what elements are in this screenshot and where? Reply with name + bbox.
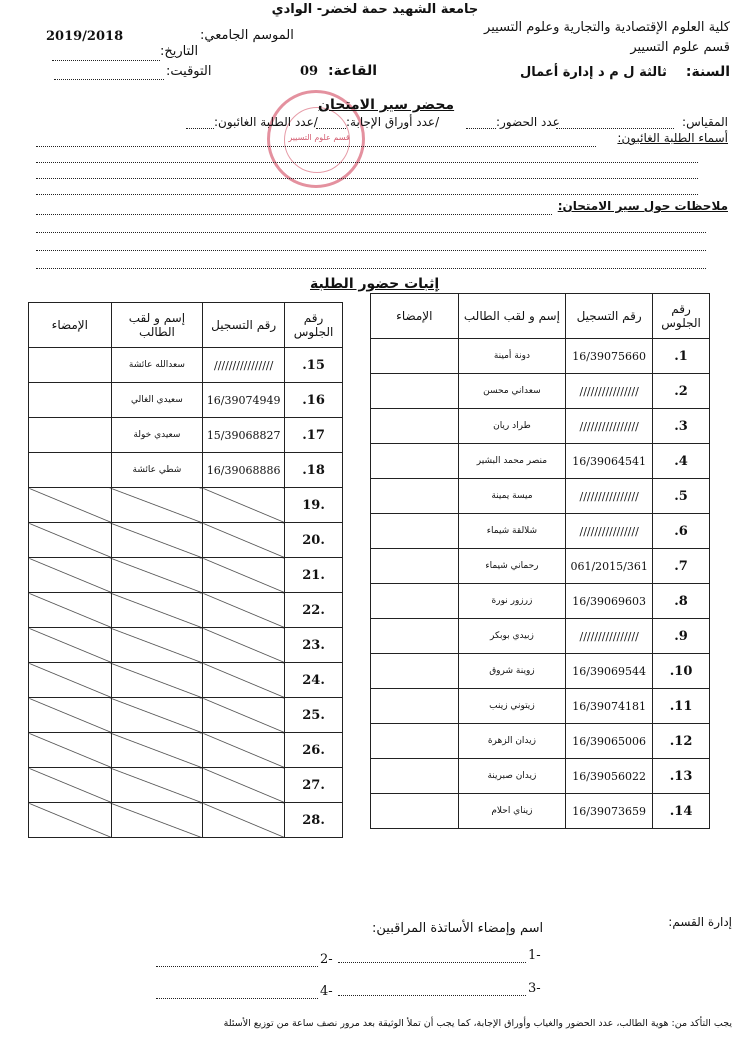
remarks-label: ملاحظات حول سير الامتحان:	[557, 199, 728, 213]
signature-cell[interactable]	[371, 549, 459, 584]
time-field[interactable]	[54, 79, 164, 80]
table-row	[29, 803, 343, 838]
seat-cell: .19	[285, 488, 343, 523]
attendance-label: عدد الحضور:	[496, 115, 560, 129]
signature-cell[interactable]	[371, 479, 459, 514]
signature-cell[interactable]	[29, 488, 112, 523]
registration-cell	[203, 803, 285, 838]
table-row	[29, 383, 343, 418]
seat-cell: 16.	[285, 383, 343, 418]
student-name-cell: منصر محمد البشير	[458, 444, 566, 479]
table-row	[29, 523, 343, 558]
remarks-line-2[interactable]	[36, 232, 706, 233]
signature-cell[interactable]	[371, 514, 459, 549]
seat-cell: .25	[285, 698, 343, 733]
seat-cell: 15.	[285, 348, 343, 383]
registration-header: رقم التسجيل	[566, 294, 653, 339]
student-name-cell	[111, 488, 203, 523]
proctor-4-field[interactable]	[156, 998, 318, 999]
signature-cell[interactable]	[29, 733, 112, 768]
seat-cell: 8.	[653, 584, 710, 619]
table-row	[29, 663, 343, 698]
table-row	[371, 514, 710, 549]
signature-cell[interactable]	[29, 768, 112, 803]
seat-cell: 9.	[653, 619, 710, 654]
time-label: التوقيت:	[166, 64, 212, 79]
seat-cell: 18.	[285, 453, 343, 488]
table-row	[371, 689, 710, 724]
student-name-cell	[111, 803, 203, 838]
seat-cell: 1.	[653, 339, 710, 374]
student-name-cell: زوينة شروق	[458, 654, 566, 689]
student-name-cell: سعداني محسن	[458, 374, 566, 409]
registration-cell: 15/39068827	[203, 418, 285, 453]
student-name-cell: زيتوني زينب	[458, 689, 566, 724]
seat-cell: .27	[285, 768, 343, 803]
attendance-table-left	[28, 302, 343, 838]
student-name-cell	[111, 523, 203, 558]
student-name-cell	[111, 593, 203, 628]
student-name-cell	[111, 628, 203, 663]
faculty-name: كلية العلوم الإقتصادية والتجارية وعلوم التسيير	[484, 20, 730, 35]
signature-cell[interactable]	[371, 584, 459, 619]
proctor-3-number: 3-	[528, 981, 541, 996]
registration-cell: 16/39056022	[566, 759, 653, 794]
table-row	[29, 628, 343, 663]
registration-cell: 16/39068886	[203, 453, 285, 488]
registration-cell: ////////////////	[566, 409, 653, 444]
signature-cell[interactable]	[371, 619, 459, 654]
registration-cell: ////////////////	[566, 514, 653, 549]
seat-cell: .24	[285, 663, 343, 698]
seat-header: رقم الجلوس	[653, 294, 710, 339]
signature-header: الإمضاء	[371, 294, 459, 339]
seat-cell: .21	[285, 558, 343, 593]
signature-cell[interactable]	[371, 759, 459, 794]
table-row	[29, 558, 343, 593]
student-name-cell: زبيدي بوبكر	[458, 619, 566, 654]
room-value: 09	[300, 64, 319, 79]
table-header-row	[371, 294, 710, 339]
registration-cell: 16/39074181	[566, 689, 653, 724]
subject-field[interactable]	[556, 128, 674, 129]
date-field[interactable]	[52, 60, 160, 61]
date-label: التاريخ:	[160, 44, 199, 59]
seat-cell: 4.	[653, 444, 710, 479]
university-name: جامعة الشهيد حمة لخضر- الوادي	[271, 2, 479, 17]
table-row	[371, 724, 710, 759]
seat-cell: 11.	[653, 689, 710, 724]
table-row	[371, 409, 710, 444]
proctors-label: اسم وإمضاء الأساتذة المراقبين:	[372, 921, 544, 936]
student-name-cell: دونة أمينة	[458, 339, 566, 374]
table-row	[371, 339, 710, 374]
registration-cell: 16/39065006	[566, 724, 653, 759]
registration-cell	[203, 768, 285, 803]
absent-count-field[interactable]	[186, 128, 214, 129]
proctor-4-number: 4-	[320, 984, 333, 999]
signature-cell[interactable]	[371, 794, 459, 829]
table-row	[371, 584, 710, 619]
student-name-cell	[111, 558, 203, 593]
table-row	[29, 418, 343, 453]
room-label: القاعة:	[328, 63, 378, 79]
registration-header: رقم التسجيل	[203, 303, 285, 348]
signature-cell[interactable]	[29, 383, 112, 418]
table-row	[29, 768, 343, 803]
absent-names-line-1[interactable]	[36, 146, 596, 147]
registration-cell: 16/39075660	[566, 339, 653, 374]
season-value: 2019/2018	[46, 29, 124, 44]
proctor-3-field[interactable]	[338, 995, 526, 996]
student-name-cell	[111, 663, 203, 698]
student-name-cell: زيناي احلام	[458, 794, 566, 829]
registration-cell: 16/39069544	[566, 654, 653, 689]
sheets-field[interactable]	[316, 128, 346, 129]
signature-cell[interactable]	[29, 698, 112, 733]
signature-cell[interactable]	[29, 593, 112, 628]
seat-cell: 5.	[653, 479, 710, 514]
seat-cell: .22	[285, 593, 343, 628]
seat-cell: 6.	[653, 514, 710, 549]
seat-cell: .26	[285, 733, 343, 768]
signature-cell[interactable]	[29, 803, 112, 838]
subject-label: المقياس:	[682, 115, 728, 129]
table-row	[29, 453, 343, 488]
table-row	[371, 619, 710, 654]
signature-cell[interactable]	[371, 444, 459, 479]
student-name-cell: سعيدي خولة	[111, 418, 203, 453]
signature-cell[interactable]	[371, 409, 459, 444]
table-row	[371, 794, 710, 829]
sheets-label: /عدد أوراق الإجابة:	[346, 115, 440, 129]
table-row	[371, 759, 710, 794]
registration-cell: 16/39064541	[566, 444, 653, 479]
seat-cell: 7.	[653, 549, 710, 584]
signature-header: الإمضاء	[29, 303, 112, 348]
registration-cell: 16/39074949	[203, 383, 285, 418]
signature-cell[interactable]	[29, 418, 112, 453]
table-row	[371, 479, 710, 514]
registration-cell	[203, 733, 285, 768]
attendance-field[interactable]	[466, 128, 496, 129]
student-name-cell	[111, 698, 203, 733]
seat-cell: 12.	[653, 724, 710, 759]
report-title: محضر سير الامتحان	[318, 97, 455, 113]
signature-cell[interactable]	[29, 348, 112, 383]
department-name: قسم علوم التسيير	[630, 40, 730, 55]
registration-cell: ////////////////	[566, 374, 653, 409]
signature-cell[interactable]	[29, 453, 112, 488]
student-name-cell: شلالقة شيماء	[458, 514, 566, 549]
signature-cell[interactable]	[371, 339, 459, 374]
student-name-cell: زيدان صبرينة	[458, 759, 566, 794]
proctor-1-field[interactable]	[338, 962, 526, 963]
registration-cell	[203, 558, 285, 593]
registration-cell	[203, 593, 285, 628]
season-label: الموسم الجامعي:	[200, 28, 294, 43]
dept-admin-label: إدارة القسم:	[668, 915, 732, 929]
name-header: إسم و لقب الطالب	[111, 303, 203, 348]
signature-cell[interactable]	[371, 374, 459, 409]
attendance-title: إثبات حضور الطلبة	[310, 276, 440, 292]
registration-cell	[203, 663, 285, 698]
table-row	[29, 348, 343, 383]
registration-cell: ////////////////	[566, 619, 653, 654]
table-row	[29, 593, 343, 628]
absent-names-label: أسماء الطلبة الغائبون:	[617, 131, 728, 145]
signature-cell[interactable]	[371, 724, 459, 759]
table-row	[29, 733, 343, 768]
seat-cell: 10.	[653, 654, 710, 689]
student-name-cell: طراد ريان	[458, 409, 566, 444]
attendance-table-right	[370, 293, 710, 829]
seat-cell: 2.	[653, 374, 710, 409]
absent-names-line-3[interactable]	[36, 178, 698, 179]
signature-cell[interactable]	[29, 628, 112, 663]
signature-cell[interactable]	[371, 654, 459, 689]
absent-count-label: /عدد الطلبة الغائبون:	[214, 115, 318, 129]
student-name-cell: رحماني شيماء	[458, 549, 566, 584]
remarks-line-3[interactable]	[36, 250, 706, 251]
table-row	[371, 654, 710, 689]
seat-cell: 14.	[653, 794, 710, 829]
proctor-1-number: 1-	[528, 948, 541, 963]
registration-cell	[203, 698, 285, 733]
remarks-line-4[interactable]	[36, 268, 706, 269]
registration-cell: 16/39069603	[566, 584, 653, 619]
student-name-cell: سعيدي الغالي	[111, 383, 203, 418]
seat-cell: 3.	[653, 409, 710, 444]
remarks-line-1[interactable]	[36, 214, 552, 215]
table-row	[371, 444, 710, 479]
table-row	[29, 698, 343, 733]
seat-cell: 17.	[285, 418, 343, 453]
student-name-cell: سعدالله عائشة	[111, 348, 203, 383]
proctor-2-number: 2-	[320, 952, 333, 967]
table-header-row	[29, 303, 343, 348]
registration-cell	[203, 523, 285, 558]
table-row	[371, 549, 710, 584]
name-header: إسم و لقب الطالب	[458, 294, 566, 339]
student-name-cell: ميسة يمينة	[458, 479, 566, 514]
stamp-text: قسم علوم التسيير	[288, 133, 350, 142]
table-row	[371, 374, 710, 409]
registration-cell	[203, 628, 285, 663]
signature-cell[interactable]	[29, 663, 112, 698]
student-name-cell: شطي عائشة	[111, 453, 203, 488]
seat-cell: .28	[285, 803, 343, 838]
registration-cell: 061/2015/361	[566, 549, 653, 584]
seat-cell: 13.	[653, 759, 710, 794]
student-name-cell: زرزور نورة	[458, 584, 566, 619]
signature-cell[interactable]	[29, 558, 112, 593]
signature-cell[interactable]	[29, 523, 112, 558]
proctor-2-field[interactable]	[156, 966, 318, 967]
registration-cell: 16/39073659	[566, 794, 653, 829]
table-row	[29, 488, 343, 523]
year-value: ثالثة ل م د إدارة أعمال	[520, 65, 667, 80]
footer-note: يجب التأكد من: هوية الطالب، عدد الحضور والغياب وأوراق الإجابة، كما يجب أن تملأ الوثيقة بعد مرور نصف ساعة من توزيع الأسئلة	[223, 1018, 732, 1029]
registration-cell	[203, 488, 285, 523]
absent-names-line-2[interactable]	[36, 162, 698, 163]
student-name-cell	[111, 768, 203, 803]
seat-cell: .20	[285, 523, 343, 558]
registration-cell: ////////////////	[566, 479, 653, 514]
student-name-cell	[111, 733, 203, 768]
signature-cell[interactable]	[371, 689, 459, 724]
student-name-cell: زيدان الزهرة	[458, 724, 566, 759]
year-label: السنة:	[685, 64, 730, 80]
registration-cell: ////////////////	[203, 348, 285, 383]
seat-header: رقم الجلوس	[285, 303, 343, 348]
seat-cell: .23	[285, 628, 343, 663]
absent-names-line-4[interactable]	[36, 194, 698, 195]
